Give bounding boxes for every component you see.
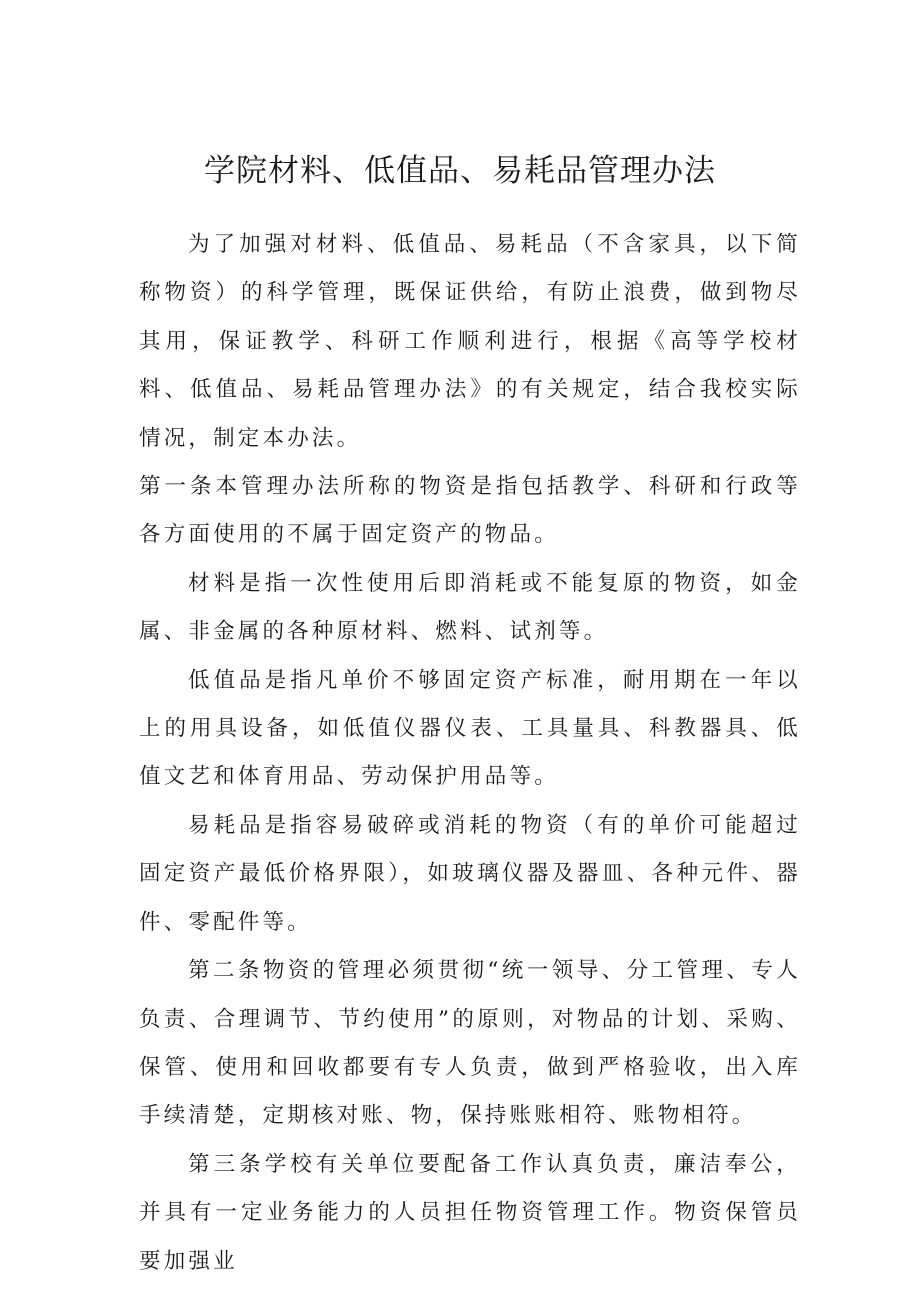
paragraph-preamble: 为了加强对材料、低值品、易耗品（不含家具，以下简称物资）的科学管理，既保证供给，有防止浪费，做到物尽其用，保证教学、科研工作顺利进行，根据《高等学校材料、低值品、易耗品管理办法》的有关规定，结合我校实际情况，制定本办法。 [139, 232, 801, 451]
document-body [139, 221, 801, 1286]
paragraph-article-2: 第二条物资的管理必须贯彻“统一领导、分工管理、专人负责、合理调节、节约使用”的原则，对物品的计划、采购、保管、使用和回收都要有专人负责，做到严格验收，出入库手续清楚，定期核对账、物，保持账账相符、账物相符。 [139, 958, 801, 1129]
paragraph-low-value-definition: 低值品是指凡单价不够固定资产标准，耐用期在一年以上的用具设备，如低值仪器仪表、工具量具、科教器具、低值文艺和体育用品、劳动保护用品等。 [139, 667, 801, 790]
paragraph-article-1: 第一条本管理办法所称的物资是指包括教学、科研和行政等各方面使用的不属于固定资产的物品。 [139, 474, 801, 548]
paragraph-article-3: 第三条学校有关单位要配备工作认真负责，廉洁奉公，并具有一定业务能力的人员担任物资管理工作。物资保管员要加强业 [139, 1151, 801, 1274]
paragraph-materials-definition: 材料是指一次性使用后即消耗或不能复原的物资，如金属、非金属的各种原材料、燃料、试剂等。 [139, 570, 801, 645]
document-title: 学院材料、低值品、易耗品管理办法 [204, 153, 716, 189]
paragraph-consumables-definition: 易耗品是指容易破碎或消耗的物资（有的单价可能超过固定资产最低价格界限），如玻璃仪器及器皿、各种元件、器件、零配件等。 [139, 812, 801, 935]
